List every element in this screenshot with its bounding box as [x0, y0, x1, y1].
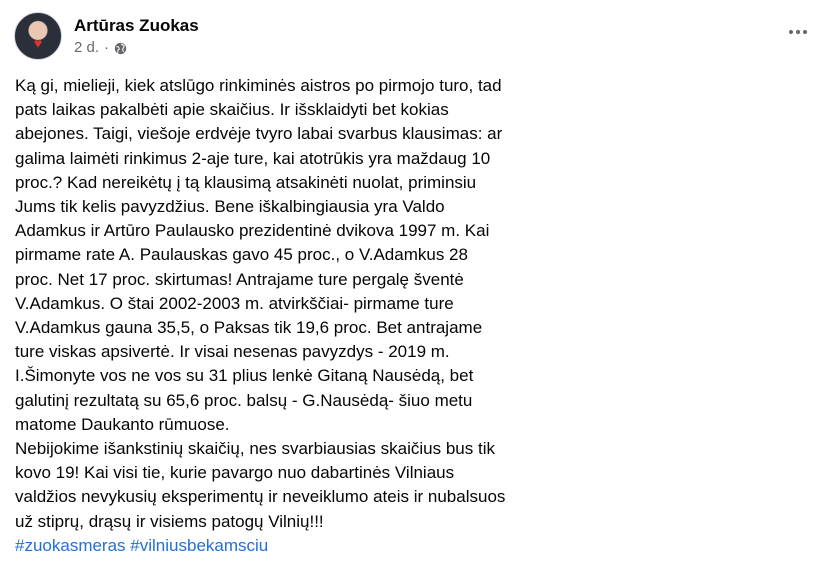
hashtag-link[interactable]: #zuokasmeras — [15, 535, 126, 555]
globe-icon[interactable] — [114, 42, 127, 55]
post-line: valdžios nevykusių eksperimentų ir neveiklumo ateis ir nubalsuos — [15, 487, 506, 507]
post-line: abejones. Taigi, viešoje erdvėje tvyro labai svarbus klausimas: ar — [15, 124, 503, 144]
separator-dot: · — [104, 39, 110, 56]
more-options-button[interactable] — [784, 22, 812, 42]
heart-gesture-icon: ♥ — [33, 35, 43, 51]
post-line: galutinį rezultatą su 65,6 proc. balsų - G.Nausėdą- šiuo metu — [15, 390, 473, 410]
post-line: Ką gi, mielieji, kiek atslūgo rinkiminės aistros po pirmojo turo, tad — [15, 76, 502, 95]
post-line: proc.? Kad nereikėtų į tą klausimą atsakinėti nuolat, priminsiu — [15, 172, 477, 192]
post-line: pats laikas pakalbėti apie skaičius. Ir išsklaidyti bet kokias — [15, 100, 449, 120]
post-header — [14, 10, 199, 62]
post-line: I.Šimonyte vos ne vos su 31 plius lenkė Gitaną Nausėdą, bet — [15, 366, 474, 386]
hashtag-link[interactable]: #vilniusbekamsciu — [130, 535, 269, 555]
post-line: kovo 19! Kai visi tie, kurie pavargo nuo dabartinės Vilniaus — [15, 463, 455, 483]
author-avatar[interactable] — [14, 12, 62, 60]
post-time[interactable]: 2 d. — [74, 39, 100, 56]
post-line: matome Daukanto rūmuose. — [15, 414, 230, 434]
post-meta — [74, 15, 199, 57]
post-line: galima laimėti rinkimus 2-aje ture, kai atotrūkis yra maždaug 10 — [15, 148, 491, 168]
post-line: proc. Net 17 proc. skirtumas! Antrajame ture pergalę šventė — [15, 269, 464, 289]
more-dot-icon — [803, 30, 807, 34]
post-line: V.Adamkus. O štai 2002-2003 m. atvirkščiai- pirmame ture — [15, 293, 454, 313]
post-body — [15, 74, 795, 558]
more-dot-icon — [796, 30, 800, 34]
post-line: Adamkus ir Artūro Paulausko prezidentinė dvikova 1997 m. Kai — [15, 221, 490, 241]
post-line: pirmame rate A. Paulauskas gavo 45 proc., o V.Adamkus 28 — [15, 245, 468, 265]
post-line: Jums tik kelis pavyzdžius. Bene iškalbingiausia yra Valdo — [15, 197, 445, 217]
author-name[interactable]: Artūras Zuokas — [74, 16, 199, 35]
post-line: už stiprų, drąsų ir visiems patogų Vilnių!!! — [15, 511, 324, 531]
hashtag-line — [15, 534, 795, 558]
post-line: Nebijokime išankstinių skaičių, nes svarbiausias skaičius bus tik — [15, 439, 495, 459]
post-subline — [74, 39, 199, 57]
more-dot-icon — [789, 30, 793, 34]
post-line: ture viskas apsivertė. Ir visai nesenas pavyzdys - 2019 m. — [15, 342, 450, 362]
post-line: V.Adamkus gauna 35,5, o Paksas tik 19,6 proc. Bet antrajame — [15, 318, 483, 338]
